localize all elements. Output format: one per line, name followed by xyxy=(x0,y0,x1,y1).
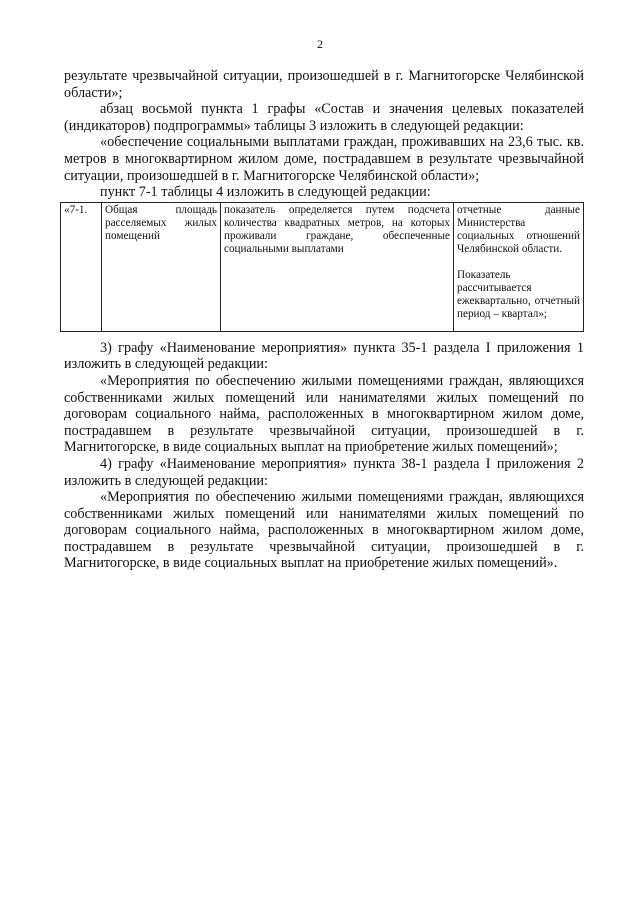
paragraph-quoted-indicator: «обеспечение социальными выплатами граждан, проживавших на 23,6 тыс. кв. метров в многоквартирном жилом доме, пострадавшем в результате чрезвычайной ситуации, произошедшей в г. Магнитогорске Челябинской области»; xyxy=(64,134,584,184)
paragraph-item-3: 3) графу «Наименование мероприятия» пункта 35-1 раздела I приложения 1 изложить в следующей редакции: xyxy=(64,339,584,373)
paragraph-quoted-measure-1: «Мероприятия по обеспечению жилыми помещениями граждан, являющихся собственниками жилых помещений или нанимателями жилых помещений по договорам социального найма, расположенных в многоквартирном жилом доме, пострадавшем в результате чрезвычайной ситуации, произошедшей в г. Магнитогорске, в виде социальных выплат на приобретение жилых помещений»; xyxy=(64,372,584,456)
source-gap xyxy=(457,256,580,269)
document-body xyxy=(64,68,584,572)
table-cell-source xyxy=(454,202,584,331)
table-cell-number: «7-1. xyxy=(61,202,102,331)
paragraph-item-4: 4) графу «Наименование мероприятия» пункта 38-1 раздела I приложения 2 изложить в следующей редакции: xyxy=(64,455,584,489)
indicator-table-wrap xyxy=(64,202,584,332)
periodicity-text: Показатель рассчитывается ежеквартально, отчетный период – квартал»; xyxy=(457,268,580,320)
page-number: 2 xyxy=(317,37,323,51)
paragraph-amendment-table-4: пункт 7-1 таблицы 4 изложить в следующей редакции: xyxy=(100,184,431,201)
indicator-table xyxy=(60,202,584,332)
paragraph-continuation: результате чрезвычайной ситуации, произошедшей в г. Магнитогорске Челябинской области»; xyxy=(64,68,584,101)
paragraphs-after-table xyxy=(64,340,584,572)
table-row xyxy=(61,202,584,331)
table-cell-method: показатель определяется путем подсчета количества квадратных метров, на которых проживали граждане, обеспеченные социальными выплатами xyxy=(221,202,454,331)
source-text: отчетные данные Министерства социальных отношений Челябинской области. xyxy=(457,203,580,255)
paragraph-amendment-table-3: абзац восьмой пункта 1 графы «Состав и значения целевых показателей (индикаторов) подпрограммы» таблицы 3 изложить в следующей редакции: xyxy=(64,101,584,134)
table-cell-name: Общая площадь расселяемых жилых помещений xyxy=(102,202,221,331)
paragraph-quoted-measure-2: «Мероприятия по обеспечению жилыми помещениями граждан, являющихся собственниками жилых помещений или нанимателями жилых помещений по договорам социального найма, расположенных в многоквартирном жилом доме, пострадавшем в результате чрезвычайной ситуации, произошедшей в г. Магнитогорске, в виде социальных выплат на приобретение жилых помещений». xyxy=(64,489,584,572)
